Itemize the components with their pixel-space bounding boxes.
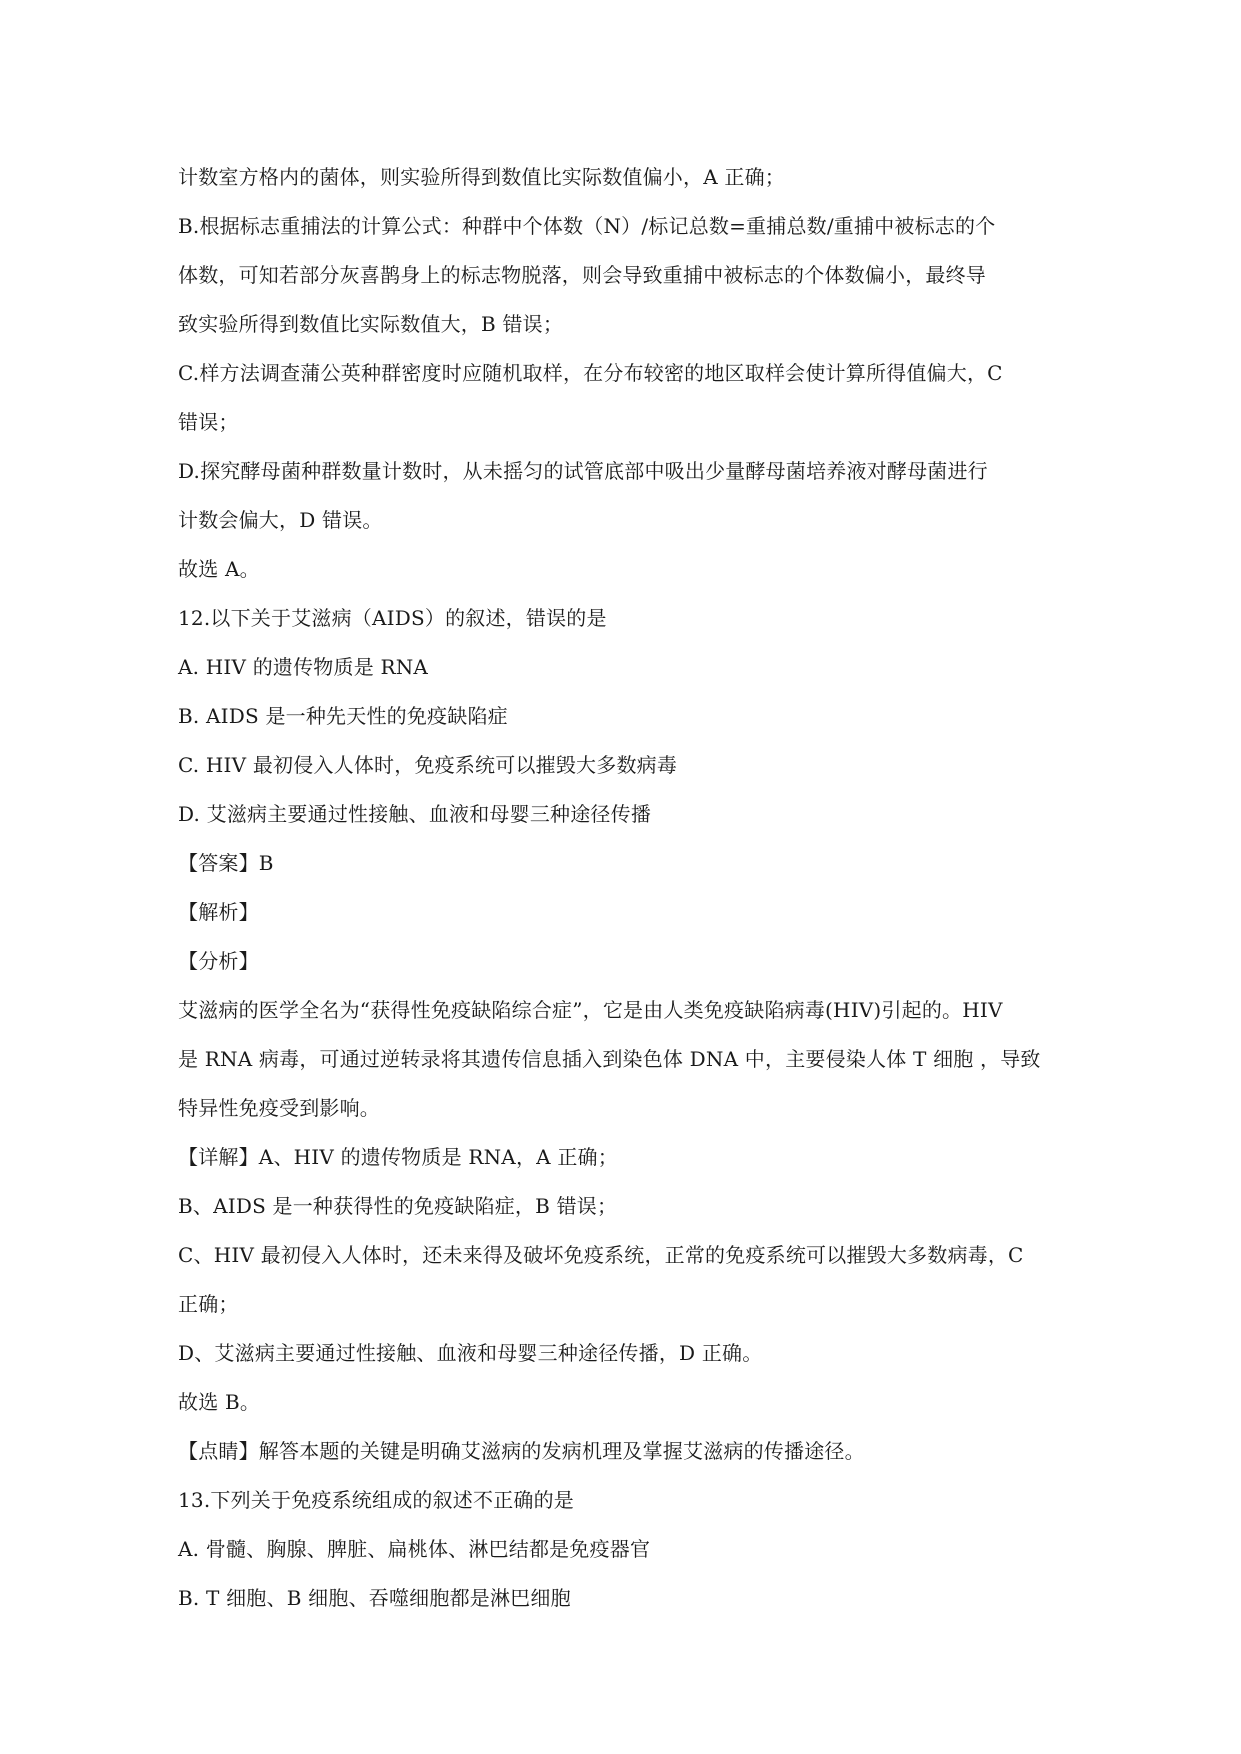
analysis-label: 【分析】 <box>178 949 259 973</box>
text-line: 艾滋病的医学全名为“获得性免疫缺陷综合症”，它是由人类免疫缺陷病毒(HIV)引起的。HIV <box>178 998 1003 1022</box>
text-line: 正确； <box>178 1292 239 1316</box>
text-line: 故选 B。 <box>178 1390 261 1414</box>
question-13-option-b: B. T 细胞、B 细胞、吞噬细胞都是淋巴细胞 <box>178 1586 571 1610</box>
page-text <box>178 153 1078 1623</box>
text-line: B、AIDS 是一种获得性的免疫缺陷症，B 错误； <box>178 1194 618 1218</box>
question-13-option-a: A. 骨髓、胸腺、脾脏、扁桃体、淋巴结都是免疫器官 <box>178 1537 651 1561</box>
text-line: 是 RNA 病毒，可通过逆转录将其遗传信息插入到染色体 DNA 中，主要侵染人体 T 细胞 ，导致 <box>178 1047 1041 1071</box>
key-point-label: 【点睛】解答本题的关键是明确艾滋病的发病机理及掌握艾滋病的传播途径。 <box>178 1439 865 1463</box>
question-13-stem: 13.下列关于免疫系统组成的叙述不正确的是 <box>178 1488 575 1512</box>
text-line: 体数，可知若部分灰喜鹊身上的标志物脱落，则会导致重捕中被标志的个体数偏小，最终导 <box>178 263 986 287</box>
text-line: 致实验所得到数值比实际数值大，B 错误； <box>178 312 564 336</box>
text-line: 故选 A。 <box>178 557 260 581</box>
question-12-option-c: C. HIV 最初侵入人体时，免疫系统可以摧毁大多数病毒 <box>178 753 678 777</box>
text-line: C.样方法调查蒲公英种群密度时应随机取样，在分布较密的地区取样会使计算所得值偏大，C <box>178 361 1003 385</box>
text-line: 计数室方格内的菌体，则实验所得到数值比实际数值偏小，A 正确； <box>178 165 786 189</box>
answer-label: 【答案】B <box>178 851 274 875</box>
text-line: B.根据标志重捕法的计算公式：种群中个体数（N）/标记总数=重捕总数/重捕中被标志的个 <box>178 214 996 238</box>
text-line: 特异性免疫受到影响。 <box>178 1096 380 1120</box>
explanation-label: 【解析】 <box>178 900 259 924</box>
text-line: D、艾滋病主要通过性接触、血液和母婴三种途径传播，D 正确。 <box>178 1341 763 1365</box>
text-line: 计数会偏大，D 错误。 <box>178 508 383 532</box>
detail-label: 【详解】A、HIV 的遗传物质是 RNA，A 正确； <box>178 1145 618 1169</box>
text-line: D.探究酵母菌种群数量计数时，从未摇匀的试管底部中吸出少量酵母菌培养液对酵母菌进行 <box>178 459 988 483</box>
question-12-option-d: D. 艾滋病主要通过性接触、血液和母婴三种途径传播 <box>178 802 652 826</box>
text-line: C、HIV 最初侵入人体时，还未来得及破坏免疫系统，正常的免疫系统可以摧毁大多数病毒，C <box>178 1243 1024 1267</box>
question-12-option-a: A. HIV 的遗传物质是 RNA <box>178 655 429 679</box>
question-12-stem: 12.以下关于艾滋病（AIDS）的叙述，错误的是 <box>178 606 607 630</box>
question-12-option-b: B. AIDS 是一种先天性的免疫缺陷症 <box>178 704 508 728</box>
text-line: 错误； <box>178 410 239 434</box>
